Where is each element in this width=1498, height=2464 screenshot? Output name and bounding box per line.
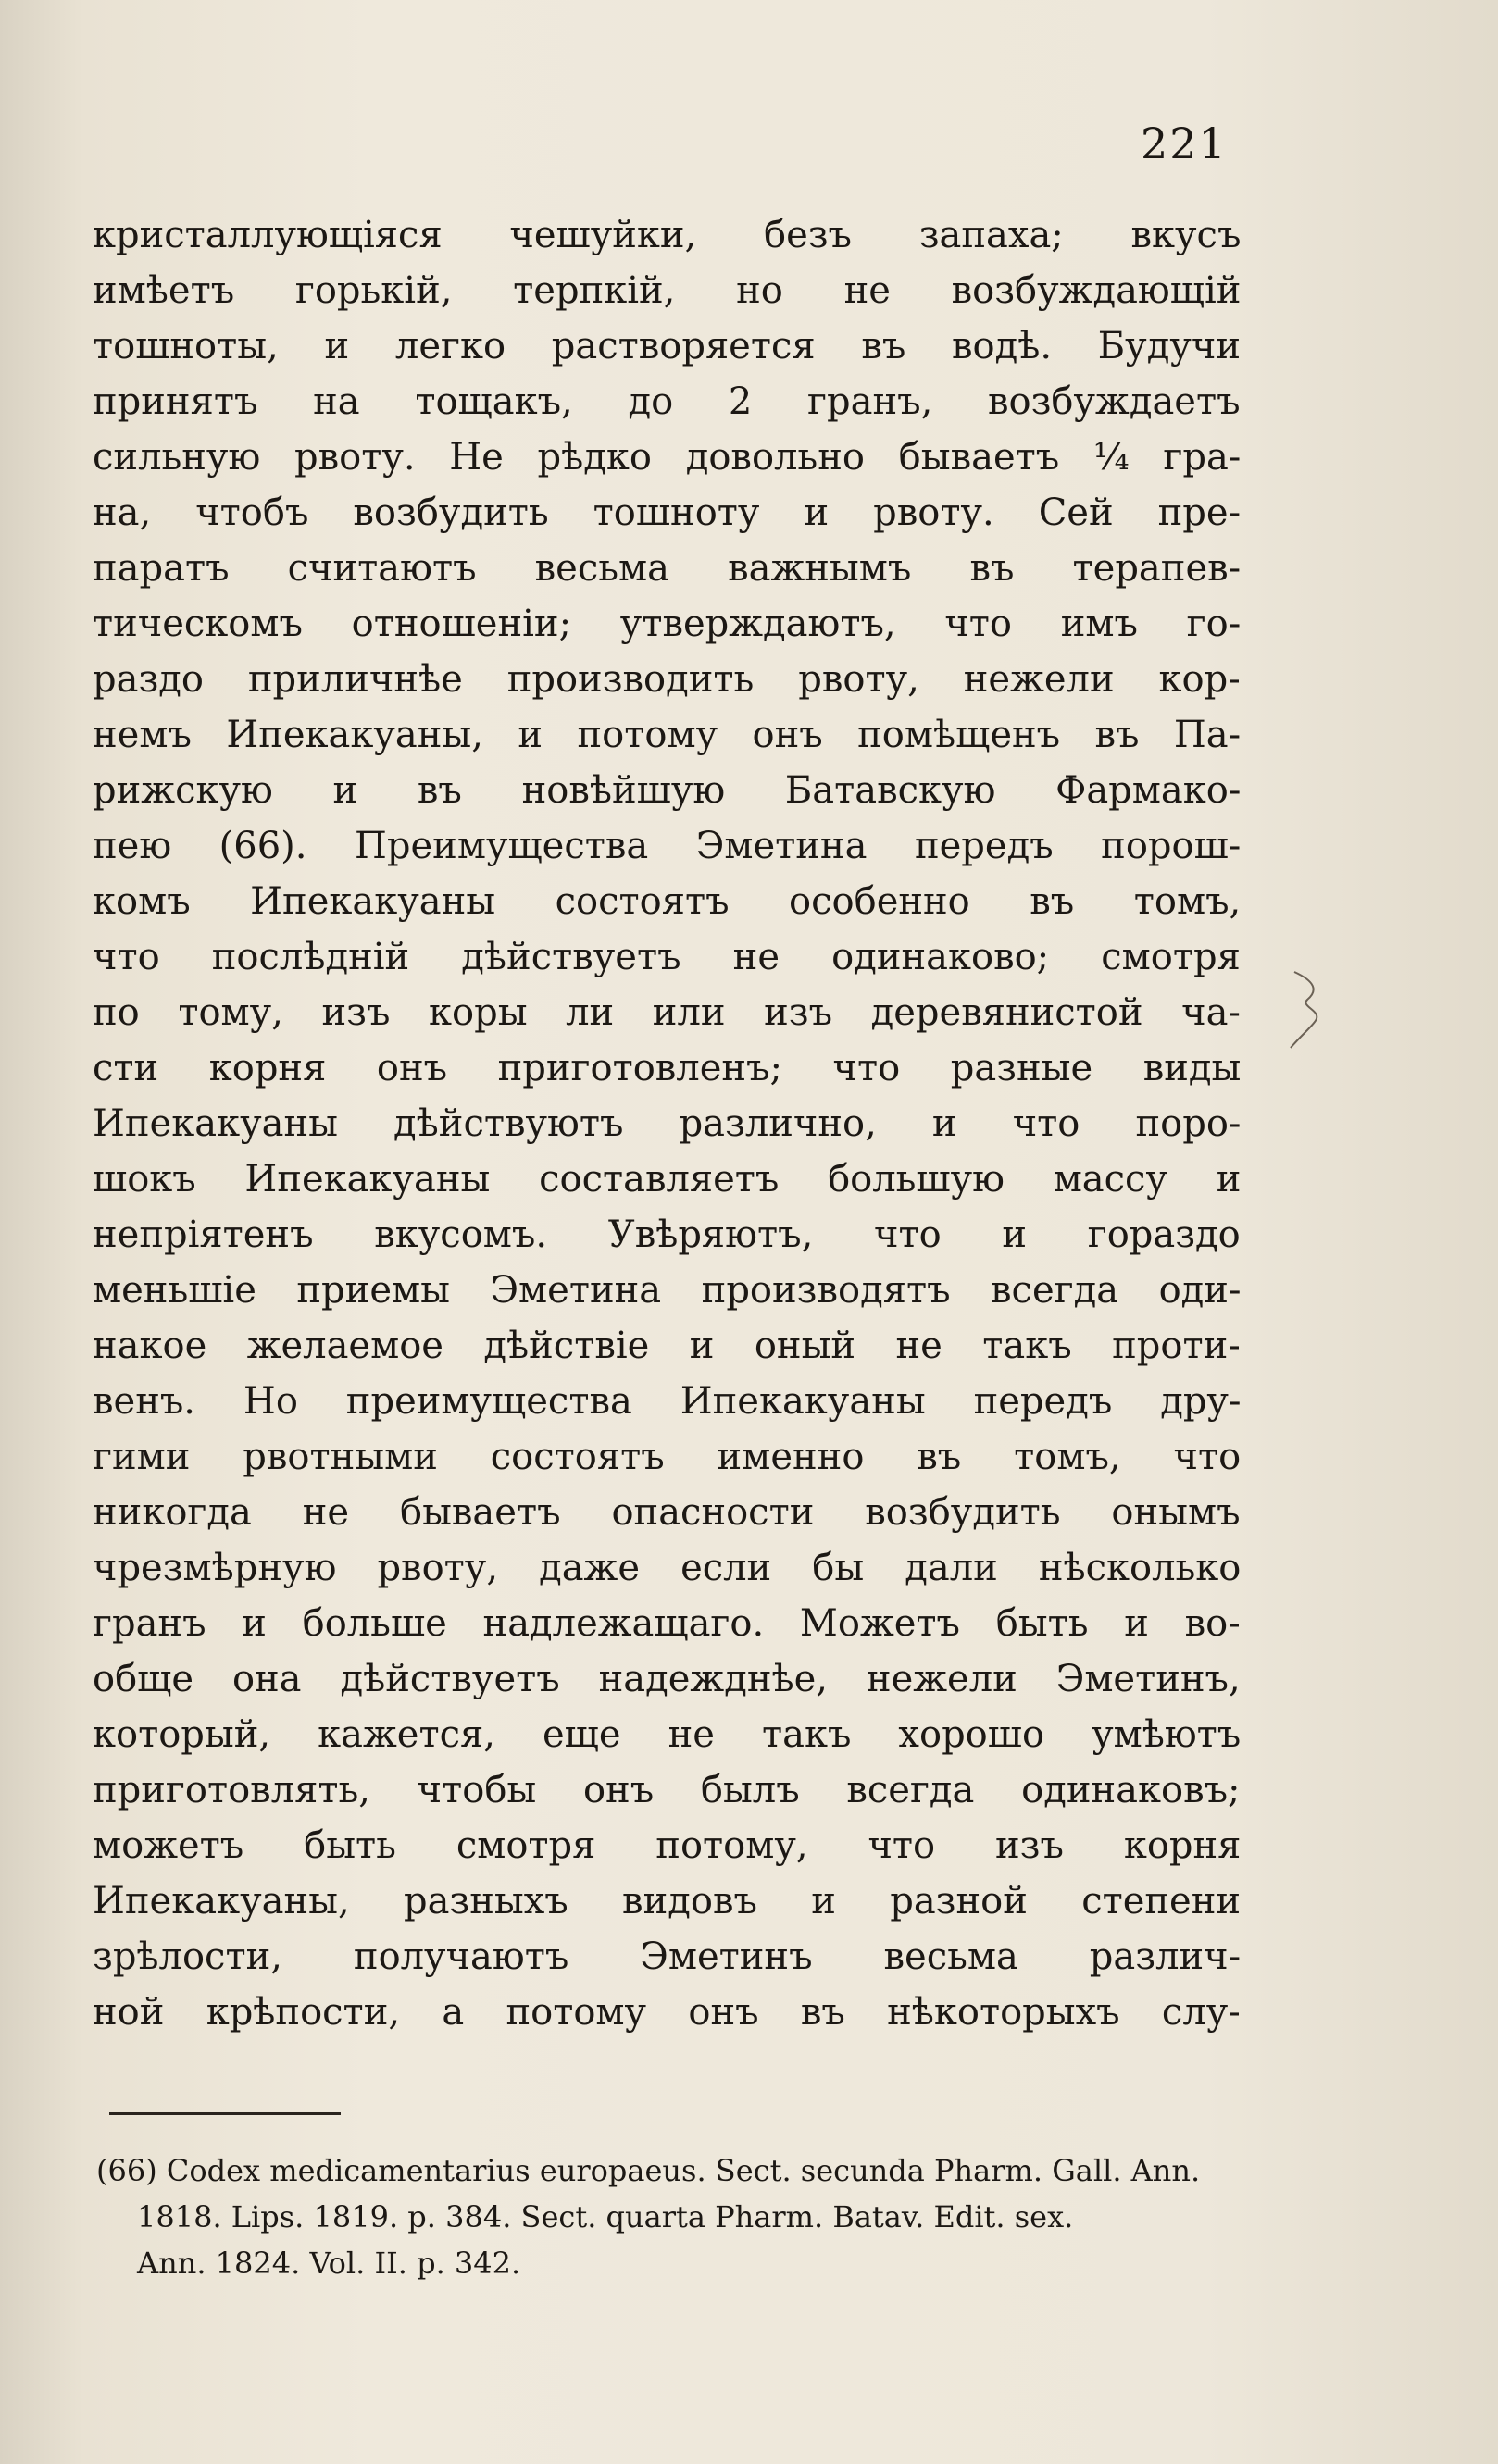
text-line — [93, 1151, 1241, 1207]
text-line-content: сти корня онъ приготовленъ; что разные виды — [93, 1047, 1242, 1089]
text-line — [93, 1318, 1241, 1374]
text-line — [93, 374, 1241, 429]
text-line — [93, 929, 1241, 985]
text-line — [93, 541, 1241, 596]
text-line-content: тическомъ отношеніи; утверждаютъ, что имъ го- — [93, 603, 1242, 645]
text-line — [93, 1929, 1241, 1985]
text-line-content: что послѣдній дѣйствуетъ не одинаково; смотря — [93, 936, 1241, 978]
text-line-content: обще она дѣйствуетъ надежднѣе, нежели Эметинъ, — [93, 1658, 1241, 1700]
text-line — [93, 318, 1241, 374]
text-line — [93, 596, 1241, 652]
text-line-content: Ипекакуаны, разныхъ видовъ и разной степени — [93, 1880, 1242, 1923]
text-line — [93, 985, 1241, 1040]
text-line — [93, 207, 1241, 263]
text-line-content: тошноты, и легко растворяется въ водѣ. Будучи — [93, 325, 1241, 367]
text-line-content: паратъ считаютъ весьма важнымъ въ терапев- — [93, 547, 1242, 590]
footnote — [96, 2147, 1237, 2286]
text-line-content: зрѣлости, получаютъ Эметинъ весьма различ- — [93, 1935, 1242, 1978]
text-line — [93, 1429, 1241, 1485]
text-line — [93, 818, 1241, 874]
text-line-content: приготовлять, чтобы онъ былъ всегда одинаковъ; — [93, 1769, 1241, 1811]
text-line-content: шокъ Ипекакуаны составляетъ большую массу и — [93, 1158, 1242, 1201]
text-line-content: рижскую и въ новѣйшую Батавскую Фармако- — [93, 769, 1242, 812]
text-line — [93, 1540, 1241, 1596]
text-line-content: венъ. Но преимущества Ипекакуаны передъ дру- — [93, 1380, 1242, 1423]
text-line-content: непріятенъ вкусомъ. Увѣряютъ, что и гораздо — [93, 1213, 1241, 1256]
text-line-content: на, чтобъ возбудить тошноту и рвоту. Сей пре- — [93, 492, 1242, 534]
text-line-content: ной крѣпости, а потому онъ въ нѣкоторыхъ слу- — [93, 1991, 1241, 2034]
text-line-content: комъ Ипекакуаны состоятъ особенно въ томъ, — [93, 880, 1242, 923]
text-line — [93, 763, 1241, 818]
text-line-content: накое желаемое дѣйствіе и оный не такъ проти- — [93, 1325, 1241, 1367]
body-text — [93, 207, 1241, 2040]
text-line — [93, 1707, 1241, 1762]
text-line — [93, 1374, 1241, 1429]
text-line-content: сильную рвоту. Не рѣдко довольно бываетъ ¼ гра- — [93, 436, 1242, 479]
footnote-line: Ann. 1824. Vol. II. p. 342. — [137, 2246, 521, 2281]
text-line-content: гими рвотными состоятъ именно въ томъ, что — [93, 1436, 1242, 1478]
text-line — [93, 1096, 1241, 1151]
text-line-content: который, кажется, еще не такъ хорошо умѣютъ — [93, 1713, 1242, 1756]
text-line-content: принятъ на тощакъ, до 2 гранъ, возбуждаетъ — [93, 380, 1241, 423]
text-line — [93, 1040, 1241, 1096]
text-line — [93, 429, 1241, 485]
text-line-content: Ипекакуаны дѣйствуютъ различно, и что поро- — [93, 1102, 1242, 1145]
text-line — [93, 1762, 1241, 1818]
text-line — [93, 1207, 1241, 1263]
text-line — [93, 263, 1241, 318]
text-line-content: можетъ быть смотря потому, что изъ корня — [93, 1824, 1242, 1867]
text-line-content: немъ Ипекакуаны, и потому онъ помѣщенъ въ Па- — [93, 714, 1242, 756]
text-line — [93, 1818, 1241, 1873]
text-line-content: никогда не бываетъ опасности возбудить онымъ — [93, 1491, 1241, 1534]
margin-pen-mark — [1287, 963, 1342, 1055]
text-line — [93, 652, 1241, 707]
page-number: 221 — [1141, 118, 1228, 168]
text-line-content: меньшіе приемы Эметина производятъ всегда оди- — [93, 1269, 1242, 1312]
text-line — [93, 874, 1241, 929]
footnote-divider — [109, 2112, 341, 2115]
text-line — [93, 1873, 1241, 1929]
text-line — [93, 707, 1241, 763]
text-line — [93, 1263, 1241, 1318]
text-line-content: пею (66). Преимущества Эметина передъ порош- — [93, 825, 1242, 867]
text-line-content: кристаллующіяся чешуйки, безъ запаха; вкусъ — [93, 214, 1242, 256]
text-line-content: чрезмѣрную рвоту, даже если бы дали нѣсколько — [93, 1547, 1242, 1589]
footnote-line: (66) Codex medicamentarius europaeus. Sect. secunda Pharm. Gall. Ann. — [96, 2153, 1201, 2188]
text-line-content: по тому, изъ коры ли или изъ деревянистой ча- — [93, 991, 1241, 1034]
text-line — [93, 1485, 1241, 1540]
footnote-line: 1818. Lips. 1819. p. 384. Sect. quarta Pharm. Batav. Edit. sex. — [137, 2199, 1074, 2234]
text-line-content: раздо приличнѣе производить рвоту, нежели кор- — [93, 658, 1241, 701]
text-line-content: имѣетъ горькій, терпкій, но не возбуждающій — [93, 269, 1242, 312]
text-line-content: гранъ и больше надлежащаго. Можетъ быть и во- — [93, 1602, 1241, 1645]
text-line — [93, 485, 1241, 541]
text-line — [93, 1596, 1241, 1651]
text-line — [93, 1985, 1241, 2040]
text-line — [93, 1651, 1241, 1707]
